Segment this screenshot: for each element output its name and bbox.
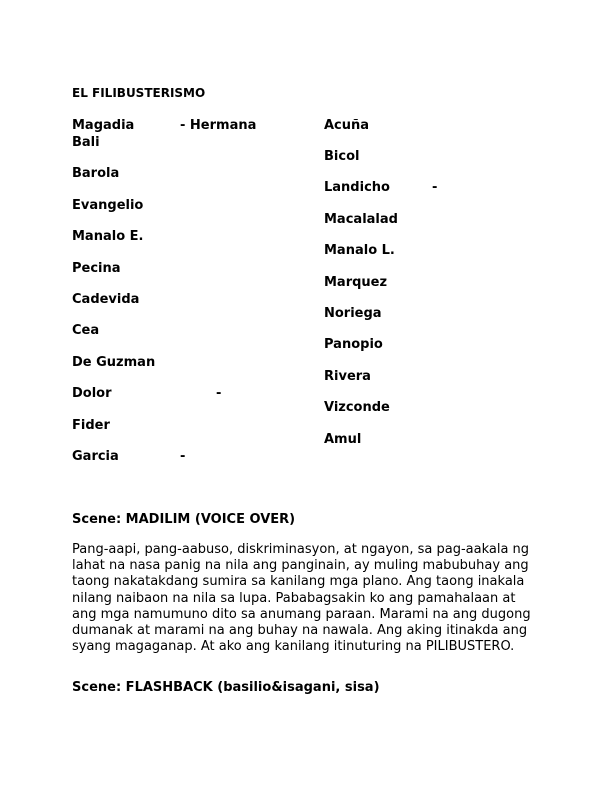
cast-name-evangelio: Evangelio <box>72 198 144 213</box>
cast-role-magadia: - Hermana <box>180 118 257 133</box>
cast-name-rivera: Rivera <box>324 369 371 384</box>
cast-name-panopio: Panopio <box>324 337 383 352</box>
cast-name-garcia: Garcia <box>72 449 119 464</box>
scene-heading-flashback: Scene: FLASHBACK (basilio&isagani, sisa) <box>72 680 380 695</box>
cast-name-magadia: Magadia <box>72 118 135 133</box>
cast-name-de-guzman: De Guzman <box>72 355 156 370</box>
cast-name-cea: Cea <box>72 323 100 338</box>
cast-name-macalalad: Macalalad <box>324 212 398 227</box>
scene-heading-madilim: Scene: MADILIM (VOICE OVER) <box>72 512 296 527</box>
cast-name-barola: Barola <box>72 166 120 181</box>
cast-name-dolor: Dolor <box>72 386 112 401</box>
cast-name-bicol: Bicol <box>324 149 360 164</box>
cast-name-bali: Bali <box>72 135 100 150</box>
cast-name-amul: Amul <box>324 432 362 447</box>
cast-name-acuna: Acuña <box>324 118 370 133</box>
cast-name-landicho: Landicho <box>324 180 390 195</box>
cast-role-landicho: - <box>432 180 438 195</box>
cast-name-manalo-e: Manalo E. <box>72 229 144 244</box>
cast-name-marquez: Marquez <box>324 275 388 290</box>
cast-name-pecina: Pecina <box>72 261 121 276</box>
cast-name-cadevida: Cadevida <box>72 292 140 307</box>
cast-name-fider: Fider <box>72 418 110 433</box>
cast-name-manalo-l: Manalo L. <box>324 243 395 258</box>
document-title: EL FILIBUSTERISMO <box>72 86 206 100</box>
cast-name-vizconde: Vizconde <box>324 400 390 415</box>
cast-role-garcia: - <box>180 449 186 464</box>
scene-narration-paragraph: Pang-aapi, pang-aabuso, diskriminasyon, at ngayon, sa pag-aakala ng lahat na nasa panig na nila ang panginain, ay muling mabubuhay ang taong nakatakdang sumira sa kanilang mga plano. Ang taong inakala nilang naibaon na nila sa lupa. Pababagsakin ko ang pamahalaan at ang mga namumuno dito sa anumang paraan. Marami na ang dugong dumanak at marami na ang buhay na nawala. Ang aking itinakda ang syang magaganap. At ako ang kanilang itinuturing na PILIBUSTERO. <box>72 542 531 655</box>
cast-name-noriega: Noriega <box>324 306 382 321</box>
cast-role-dolor: - <box>216 386 222 401</box>
